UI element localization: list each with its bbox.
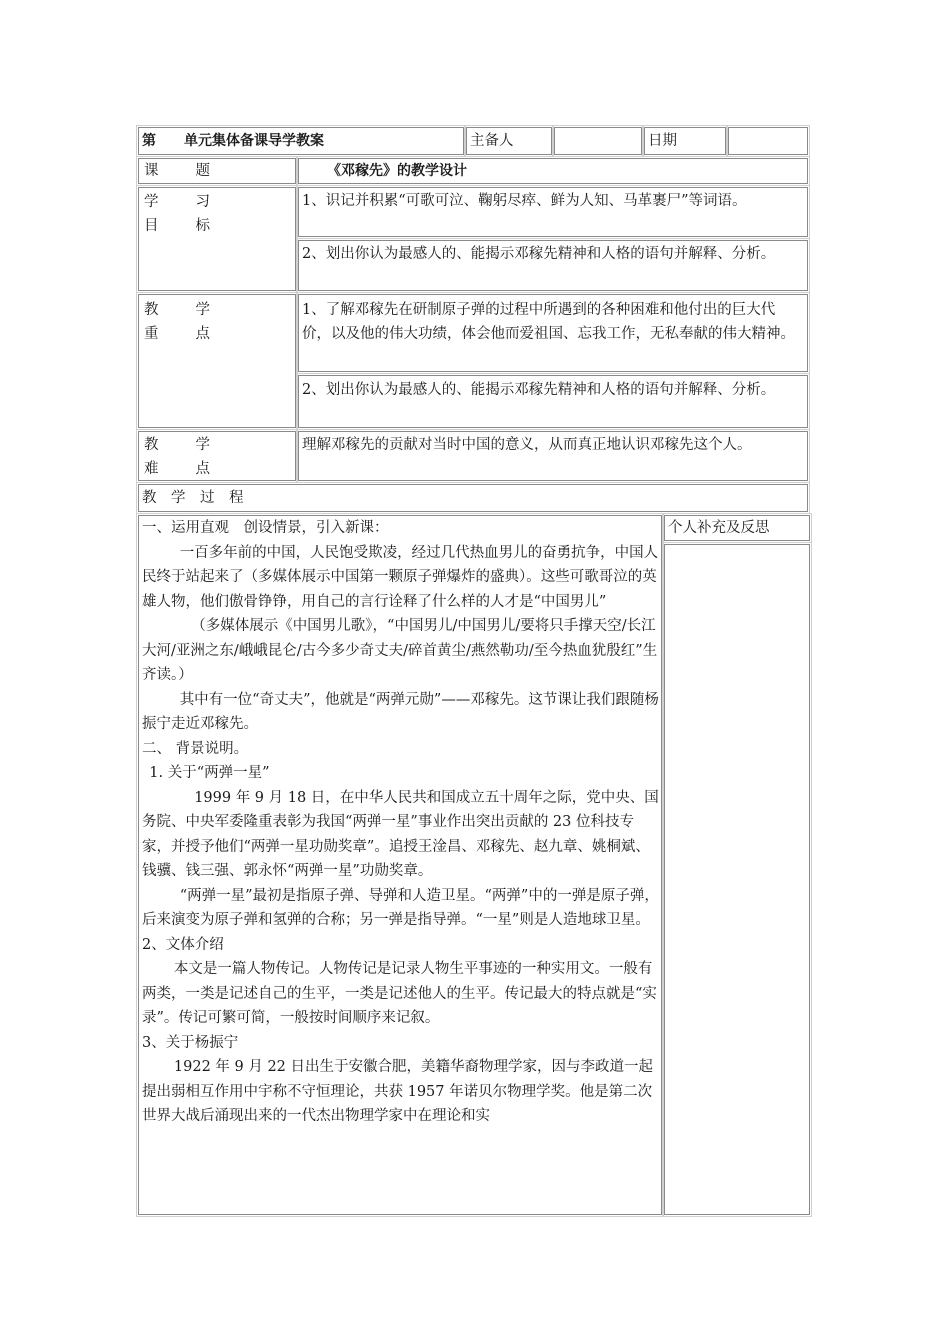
difficulties-label-c: 难 (144, 461, 159, 477)
topic-value-cell (298, 158, 808, 184)
process-paragraph: （多媒体展示《中国男儿歌》，“中国男儿/中国男儿/要将只手撑天空/长江大河/亚洲之东/峨峨昆仑/古今多少奇丈夫/碎首黄尘/燕然勒功/至今热血犹殷红”生齐读。） (142, 618, 658, 683)
preparer-label-cell (466, 127, 552, 155)
process-section-1-title: 一、运用直观 创设情景，引入新课： (142, 520, 389, 536)
key-point-item-1: 1、了解邓稼先在研制原子弹的过程中所遇到的各种困难和他付出的巨大代价，以及他的伟大功绩，体会他而爱祖国、忘我工作，无私奉献的伟大精神。 (298, 294, 808, 372)
process-subsection-title: 2、文体介绍 (142, 936, 224, 953)
difficulties-label-a: 教 (144, 437, 159, 453)
process-heading: 教 学 过 程 (142, 490, 244, 506)
process-heading-cell (138, 484, 808, 512)
key-points-label-d: 点 (195, 326, 210, 342)
objectives-label-a: 学 (144, 194, 159, 210)
process-paragraph: 本文是一篇人物传记。人物传记是记录人物生平事迹的一种实用文。一般有两类，一类是记述自己的生平，一类是记述他人的生平。传记最大的特点就是“实录”。传记可繁可简，一般按时间顺序来记叙。 (142, 961, 657, 1026)
difficulties-text: 理解邓稼先的贡献对当时中国的意义，从而真正地认识邓稼先这个人。 (302, 437, 752, 453)
process-subsection-title: 3、关于杨振宁 (142, 1034, 239, 1051)
process-paragraph: 其中有一位“奇丈夫”，他就是“两弹元勋”——邓稼先。这节课让我们跟随杨振宁走近邓稼先。 (142, 691, 659, 732)
key-point-item-2: 2、划出你认为最感人的、能揭示邓稼先精神和人格的语句并解释、分析。 (298, 375, 808, 428)
difficulties-label-d: 点 (195, 461, 210, 477)
difficulties-text-cell (298, 431, 808, 481)
process-section-2-title: 二、 背景说明。 (142, 740, 249, 757)
topic-label-cell (138, 158, 296, 184)
objectives-label-c: 目 (144, 218, 159, 234)
date-label: 日期 (648, 133, 677, 149)
reflection-notes-area[interactable] (664, 544, 810, 1215)
difficulties-label-b: 学 (195, 437, 210, 453)
unit-title: 第 单元集体备课导学教案 (142, 133, 324, 149)
objective-item-1: 1、识记并积累“可歌可泣、鞠躬尽瘁、鲜为人知、马革裹尸”等词语。 (298, 187, 808, 237)
reflection-heading: 个人补充及反思 (668, 520, 770, 536)
key-points-label-a: 教 (144, 302, 159, 318)
objectives-label-b: 习 (195, 194, 210, 210)
topic-label-a: 课 (144, 163, 159, 179)
preparer-label: 主备人 (470, 133, 514, 149)
topic-label-b: 题 (195, 163, 210, 179)
process-paragraph: 1999 年 9 月 18 日，在中华人民共和国成立五十周年之际，党中央、国务院、中央军委隆重表彰为我国“两弹一星”事业作出突出贡献的 23 位科技专家，并授予他们“两弹一星功勋奖章”。追授王淦昌、邓稼先、赵九章、姚桐斌、钱骥、钱三强、郭永怀“两弹一星”功勋奖章。 (142, 789, 659, 879)
difficulties-label-cell (138, 431, 296, 481)
process-paragraph: “两弹一星”最初是指原子弹、导弹和人造卫星。“两弹”中的一弹是原子弹，后来演变为原子弹和氢弹的合称；另一弹是指导弹。“一星”则是人造地球卫星。 (142, 887, 659, 928)
process-subsection-title: 1. 关于“两弹一星” (149, 765, 270, 781)
objectives-label-d: 标 (195, 218, 210, 234)
unit-title-cell (138, 127, 464, 155)
key-points-label-cell (138, 294, 296, 428)
objective-item-2: 2、划出你认为最感人的、能揭示邓稼先精神和人格的语句并解释、分析。 (298, 240, 808, 291)
key-points-label-b: 学 (195, 302, 210, 318)
date-value-cell[interactable] (728, 127, 808, 155)
process-paragraph: 1922 年 9 月 22 日出生于安徽合肥，美籍华裔物理学家，因与李政道一起提出弱相互作用中宇称不守恒理论，共获 1957 年诺贝尔物理学奖。他是第二次世界大战后涌现出来的一代杰出物理学家中在理论和实 (142, 1059, 654, 1124)
process-paragraph: 一百多年前的中国，人民饱受欺凌，经过几代热血男儿的奋勇抗争，中国人民终于站起来了（多媒体展示中国第一颗原子弹爆炸的盛典）。这些可歌哥泣的英雄人物，他们傲骨铮铮，用自己的言行诠释了什么样的人才是“中国男儿” (142, 544, 659, 610)
reflection-heading-cell (664, 515, 810, 541)
topic-value: 《邓稼先》的教学设计 (327, 163, 467, 179)
objectives-label-cell (138, 187, 296, 291)
process-body-cell (138, 515, 662, 1215)
key-points-label-c: 重 (144, 326, 159, 342)
preparer-value-cell[interactable] (554, 127, 642, 155)
date-label-cell (644, 127, 726, 155)
